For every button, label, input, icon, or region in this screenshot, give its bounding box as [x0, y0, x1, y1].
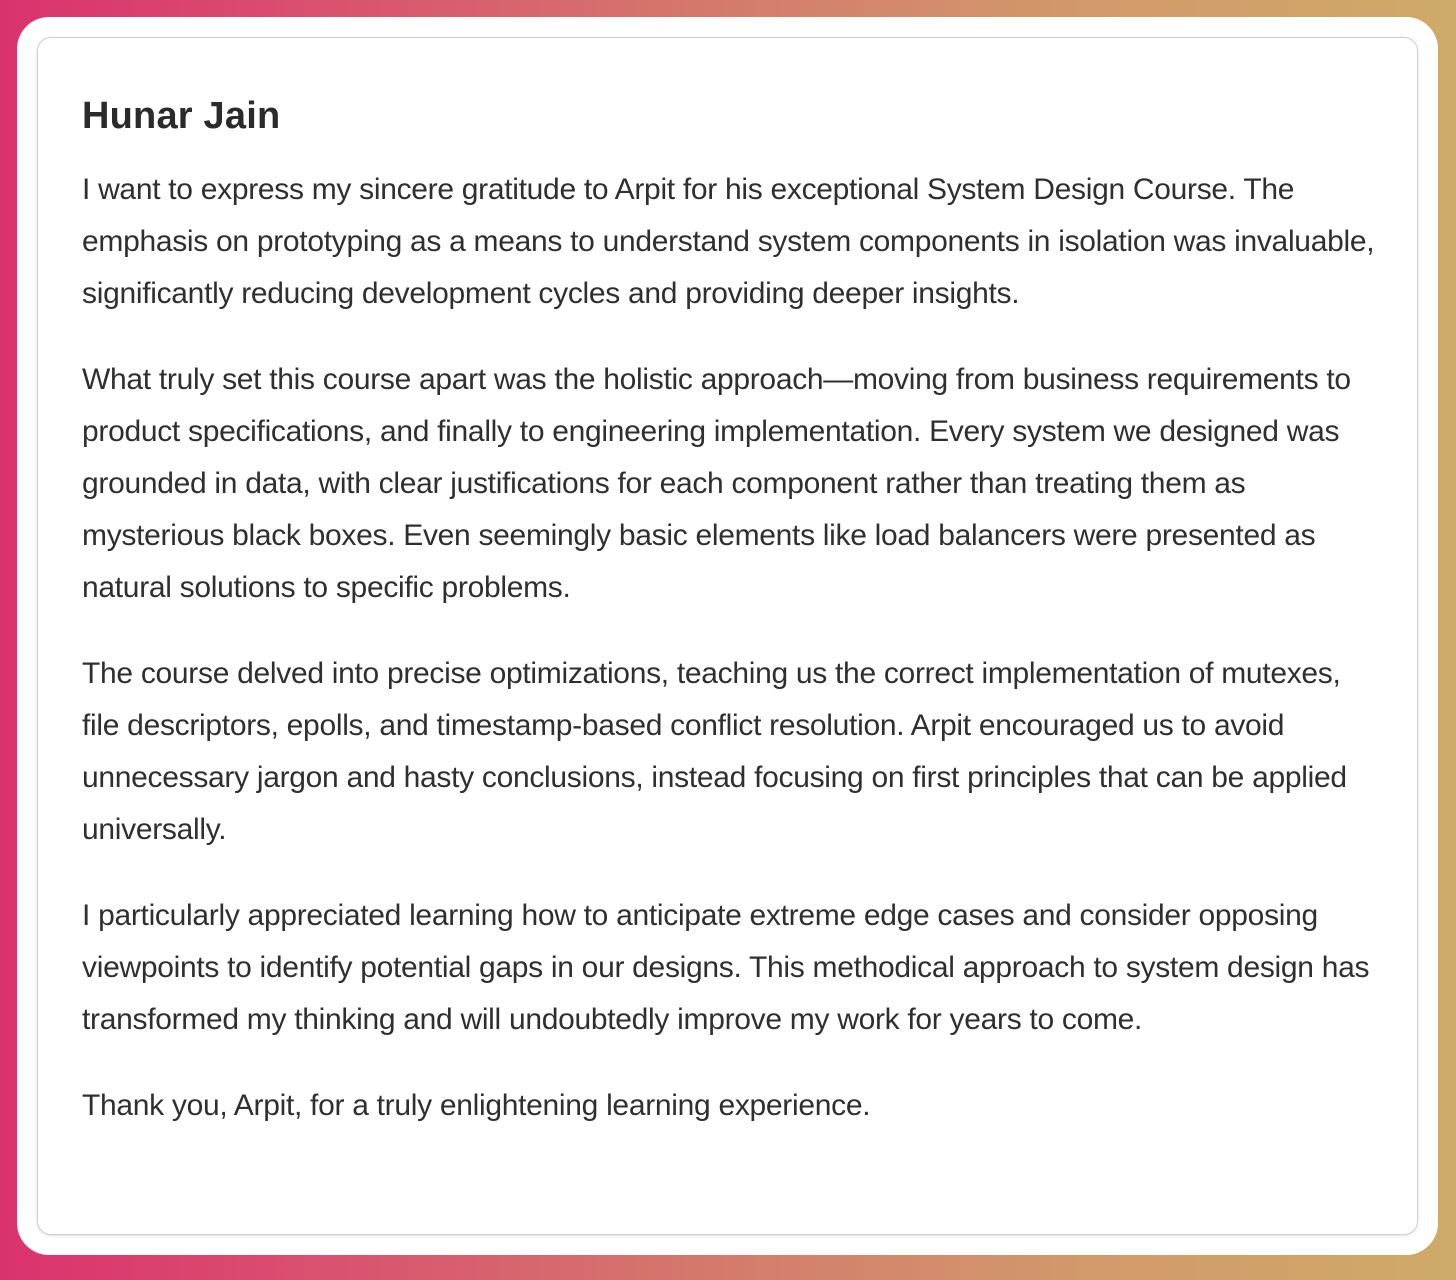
- testimonial-paragraph-3: The course delved into precise optimizations, teaching us the correct implementation of mutexes, file descriptors, epolls, and timestamp-based conflict resolution. Arpit encouraged us to avoid unnecessary jargon and hasty conclusions, instead focusing on first principles that can be applied universally.: [82, 657, 1347, 846]
- testimonial-card: [37, 37, 1418, 1235]
- testimonial-paragraph-1: I want to express my sincere gratitude to Arpit for his exceptional System Design Course. The emphasis on prototyping as a means to understand system components in isolation was invaluable, significantly reducing development cycles and providing deeper insights.: [82, 173, 1375, 310]
- testimonial-frame: [17, 17, 1438, 1255]
- testimonial-paragraph-2: What truly set this course apart was the holistic approach—moving from business requirements to product specifications, and finally to engineering implementation. Every system we designed was grounded in data, with clear justifications for each component rather than treating them as mysterious black boxes. Even seemingly basic elements like load balancers were presented as natural solutions to specific problems.: [82, 363, 1351, 604]
- testimonial-paragraph-4: I particularly appreciated learning how to anticipate extreme edge cases and consider opposing viewpoints to identify potential gaps in our designs. This methodical approach to system design has transformed my thinking and will undoubtedly improve my work for years to come.: [82, 899, 1370, 1036]
- author-name: Hunar Jain: [82, 95, 281, 137]
- testimonial-paragraph-5: Thank you, Arpit, for a truly enlightening learning experience.: [82, 1089, 871, 1122]
